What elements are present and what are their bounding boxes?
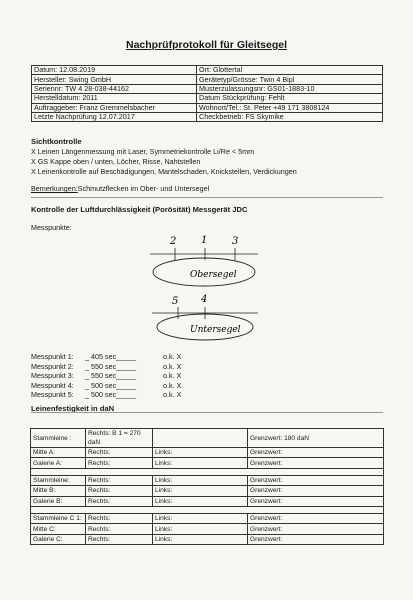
messpunkt-ok: o.k. X bbox=[163, 352, 182, 361]
table-row bbox=[31, 513, 384, 523]
messpunkt-label: Messpunkt 5: bbox=[31, 390, 74, 400]
bemerkungen-text: Schmutzflecken im Ober- und Untersegel bbox=[77, 184, 210, 193]
messpunkt-value: _ 500 sec_____ bbox=[85, 380, 137, 390]
links-cell: Links: bbox=[153, 458, 248, 468]
rechts-cell: Rechts: bbox=[86, 534, 153, 544]
spacer-cell bbox=[31, 506, 384, 513]
grenzwert-cell: Grenzwert: bbox=[248, 496, 384, 506]
links-cell: Links: bbox=[153, 486, 248, 496]
messpunkt-value: _ 550 sec_____ bbox=[85, 371, 137, 381]
header-cell-right: Musterzulassungsnr: GS01-1883-10 bbox=[197, 84, 383, 93]
bemerkungen-row bbox=[31, 184, 209, 193]
messpunkt-ok: o.k. X bbox=[163, 371, 182, 381]
header-cell-left: Seriennr: TW 4 28-038-44162 bbox=[32, 84, 197, 93]
grenzwert-cell: Grenzwert: 180 daN bbox=[248, 429, 384, 448]
links-cell: Links: bbox=[153, 524, 248, 534]
sicht-line-2: X GS Kappe oben / unten, Löcher, Risse, Nahtstellen bbox=[31, 157, 201, 166]
spacer-row bbox=[31, 468, 384, 475]
links-cell: Links: bbox=[153, 513, 248, 523]
header-cell-left: Auftraggeber: Franz Gremmelsbacher bbox=[32, 103, 197, 112]
header-cell-left: Letzte Nachprüfung 12.07.2017 bbox=[32, 112, 197, 121]
grenzwert-cell: Grenzwert: bbox=[248, 513, 384, 523]
sicht-line-3: X Leinenkontrolle auf Beschädigungen, Mantelschaden, Knickstellen, Verdickungen bbox=[31, 167, 297, 176]
header-row bbox=[32, 84, 383, 93]
header-row bbox=[32, 103, 383, 112]
rechts-cell: Rechts: bbox=[86, 475, 153, 485]
line-name-cell: Stammleine C 1: bbox=[31, 513, 86, 523]
messpunkt-label: Messpunkt 1: bbox=[31, 352, 74, 361]
table-row bbox=[31, 496, 384, 506]
rechts-cell: Rechts: bbox=[86, 513, 153, 523]
line-name-cell: Stammleine : bbox=[31, 429, 86, 448]
header-cell-right: Gerätetyp/Grösse: Twin 4 Bipl bbox=[197, 75, 383, 84]
header-cell-right: Datum Stückprüfung: Fehlt bbox=[197, 94, 383, 103]
header-cell-right: Wohnort/Tel.: St. Peter +49 171 3808124 bbox=[197, 103, 383, 112]
line-name-cell: Mitte B: bbox=[31, 486, 86, 496]
line-name-cell: Galerie C: bbox=[31, 534, 86, 544]
grenzwert-cell: Grenzwert: bbox=[248, 524, 384, 534]
luft-heading: Kontrolle der Luftdurchlässigkeit (Porösität) Messgerät JDC bbox=[31, 205, 248, 214]
header-cell-right: Ort: Glottertal bbox=[197, 66, 383, 75]
messpunkt-label: Messpunkt 4: bbox=[31, 380, 74, 390]
point-number: 2 bbox=[170, 236, 177, 247]
line-name-cell: Galerie B: bbox=[31, 496, 86, 506]
line-name-cell: Galerie A: bbox=[31, 458, 86, 468]
messpunkt-value: _ 405 sec_____ bbox=[85, 352, 137, 361]
grenzwert-cell: Grenzwert: bbox=[248, 475, 384, 485]
point-number: 1 bbox=[201, 235, 208, 246]
point-number: 3 bbox=[232, 236, 239, 247]
table-row bbox=[31, 458, 384, 468]
line-name-cell: Mitte C: bbox=[31, 524, 86, 534]
table-row bbox=[31, 486, 384, 496]
point-number: 4 bbox=[201, 294, 208, 305]
header-row bbox=[32, 75, 383, 84]
grenzwert-cell: Grenzwert: bbox=[248, 448, 384, 458]
rechts-cell: Rechts: bbox=[86, 448, 153, 458]
rechts-cell: Rechts: bbox=[86, 458, 153, 468]
links-cell: Links: bbox=[153, 475, 248, 485]
messpunkt-value: _ 500 sec_____ bbox=[85, 390, 137, 400]
obersegel-label: Obersegel bbox=[190, 270, 237, 280]
divider bbox=[31, 197, 383, 198]
rechts-cell: Rechts: B 1 = 270 daN bbox=[86, 429, 153, 448]
table-row bbox=[31, 429, 384, 448]
rechts-cell: Rechts: bbox=[86, 486, 153, 496]
messpunkt-label: Messpunkt 2: bbox=[31, 361, 74, 371]
rechts-cell: Rechts: bbox=[86, 524, 153, 534]
table-row bbox=[31, 448, 384, 458]
grenzwert-cell: Grenzwert: bbox=[248, 458, 384, 468]
spacer-row bbox=[31, 506, 384, 513]
header-row bbox=[32, 66, 383, 75]
messpunkt-ok: o.k. X bbox=[163, 361, 182, 371]
sichtkontrolle-heading: Sichtkontrolle bbox=[31, 137, 82, 146]
leinen-heading: Leinenfestigkeit in daN bbox=[31, 404, 115, 413]
header-cell-left: Hersteller: Swing GmbH bbox=[32, 75, 197, 84]
messpunkt-label: Messpunkt 3: bbox=[31, 371, 74, 381]
links-cell bbox=[153, 429, 248, 448]
rechts-cell: Rechts: bbox=[86, 496, 153, 506]
table-row bbox=[31, 534, 384, 544]
links-cell: Links: bbox=[153, 534, 248, 544]
bemerkungen-label: Bemerkungen: bbox=[31, 184, 78, 193]
links-cell: Links: bbox=[153, 496, 248, 506]
messpunkte-diagram bbox=[130, 232, 280, 350]
header-cell-left: Herstelldatum: 2011 bbox=[32, 94, 197, 103]
untersegel-label: Untersegel bbox=[190, 325, 241, 335]
sicht-line-1: X Leinen Längenmessung mit Laser, Symmetriekontrolle Li/Re < 5mm bbox=[31, 147, 255, 156]
header-cell-left: Datum: 12.08.2019 bbox=[32, 66, 197, 75]
divider bbox=[31, 412, 383, 413]
messpunkte-label: Messpunkte: bbox=[31, 223, 72, 232]
header-table bbox=[31, 65, 383, 122]
line-name-cell: Mitte A: bbox=[31, 448, 86, 458]
document-title: Nachprüfprotokoll für Gleitsegel bbox=[125, 39, 288, 51]
messpunkt-ok: o.k. X bbox=[163, 380, 182, 390]
point-number: 5 bbox=[172, 296, 179, 307]
messpunkt-value: _ 550 sec_____ bbox=[85, 361, 137, 371]
grenzwert-cell: Grenzwert: bbox=[248, 534, 384, 544]
line-name-cell: Stammleine: bbox=[31, 475, 86, 485]
spacer-cell bbox=[31, 468, 384, 475]
leinen-table bbox=[30, 428, 384, 545]
table-row bbox=[31, 524, 384, 534]
header-cell-right: Checkbetrieb: FS Skymike bbox=[197, 112, 383, 121]
header-row bbox=[32, 94, 383, 103]
header-row bbox=[32, 112, 383, 121]
messpunkt-ok: o.k. X bbox=[163, 390, 182, 400]
grenzwert-cell: Grenzwert: bbox=[248, 486, 384, 496]
table-row bbox=[31, 475, 384, 485]
links-cell: Links: bbox=[153, 448, 248, 458]
